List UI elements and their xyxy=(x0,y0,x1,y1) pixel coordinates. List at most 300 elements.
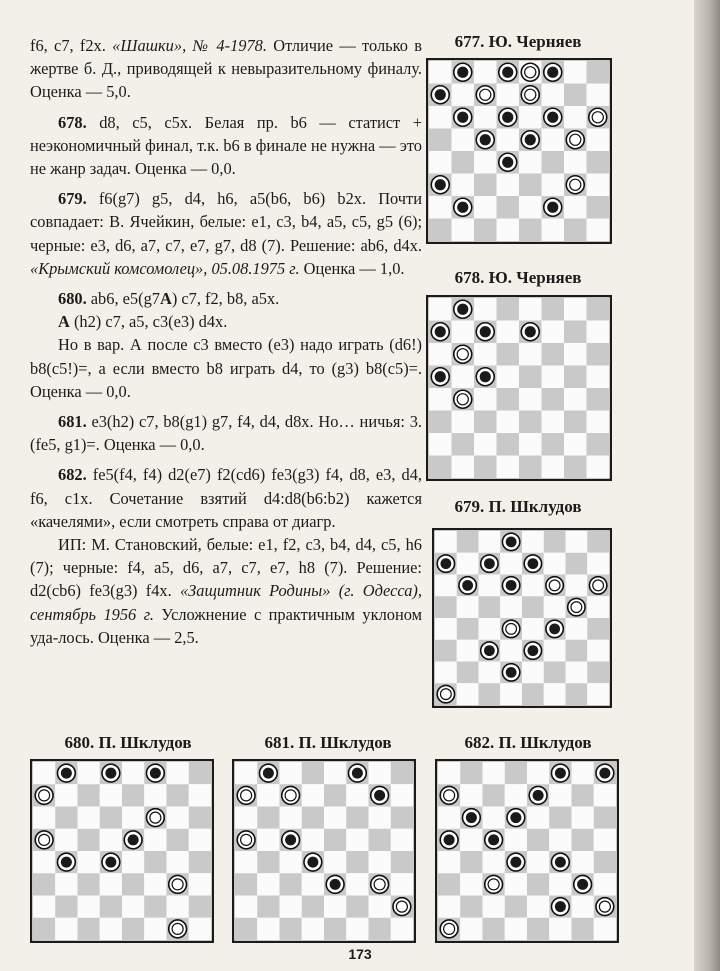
dark-square xyxy=(235,918,257,940)
text-run: Но в вар. А после с3 вместо (е3) надо играть (d6!) b8(c5!)=, а если вместо b8 играть d4, то (g3) b8(c5)=. Оценка — 0,0. xyxy=(30,335,422,401)
light-square xyxy=(235,762,257,784)
black-checker xyxy=(476,368,494,386)
white-checker xyxy=(521,63,539,81)
dark-square xyxy=(33,873,55,895)
dark-square xyxy=(522,683,544,705)
light-square xyxy=(324,807,346,829)
dark-square xyxy=(483,784,505,806)
light-square xyxy=(257,918,279,940)
paragraph-682 xyxy=(30,463,422,533)
dark-square xyxy=(144,896,166,918)
light-square xyxy=(479,618,501,640)
light-square xyxy=(572,851,594,873)
black-checker xyxy=(574,875,592,893)
light-square xyxy=(280,851,302,873)
black-checker xyxy=(476,323,494,341)
problem-number: 682. xyxy=(58,465,87,485)
dark-square xyxy=(369,918,391,940)
black-checker xyxy=(431,86,449,104)
light-square xyxy=(452,129,475,152)
white-checker xyxy=(566,131,584,149)
diagram-680 xyxy=(30,733,226,945)
black-checker xyxy=(507,853,525,871)
light-square xyxy=(587,411,610,434)
light-square xyxy=(189,918,211,940)
light-square xyxy=(519,151,542,174)
dark-square xyxy=(280,873,302,895)
dark-square xyxy=(474,219,497,242)
light-square xyxy=(452,411,475,434)
light-square xyxy=(429,433,452,456)
paragraph-680 xyxy=(30,287,422,310)
light-square xyxy=(483,896,505,918)
light-square xyxy=(302,873,324,895)
light-square xyxy=(522,531,544,553)
light-square xyxy=(429,151,452,174)
dark-square xyxy=(572,918,594,940)
light-square xyxy=(522,575,544,597)
black-checker xyxy=(507,809,525,827)
diagram-title: 677. Ю. Черняев xyxy=(454,32,582,51)
text-run: Оценка — 1,0. xyxy=(299,258,405,278)
light-square xyxy=(497,321,520,344)
dark-square xyxy=(522,596,544,618)
white-checker xyxy=(566,176,584,194)
light-square xyxy=(452,456,475,479)
dark-square xyxy=(549,807,571,829)
light-square xyxy=(542,219,565,242)
dark-square xyxy=(587,531,609,553)
light-square xyxy=(500,640,522,662)
light-square xyxy=(564,151,587,174)
light-square xyxy=(144,918,166,940)
dark-square xyxy=(587,662,609,684)
dark-square xyxy=(564,456,587,479)
black-checker xyxy=(521,131,539,149)
light-square xyxy=(452,174,475,197)
light-square xyxy=(527,896,549,918)
light-square xyxy=(55,784,77,806)
white-checker xyxy=(35,831,53,849)
light-square xyxy=(544,683,566,705)
light-square xyxy=(55,829,77,851)
page-number: 173 xyxy=(348,946,372,962)
dark-square xyxy=(257,851,279,873)
light-square xyxy=(519,298,542,321)
light-square xyxy=(144,829,166,851)
diagram-title: 680. П. Шклудов xyxy=(64,733,192,752)
source-citation: «Защитник Родины» (г. Одесса), сентябрь 1956 г. xyxy=(30,581,422,624)
dark-square xyxy=(33,918,55,940)
light-square xyxy=(280,896,302,918)
black-checker xyxy=(57,764,75,782)
dark-square xyxy=(302,807,324,829)
black-checker xyxy=(454,108,472,126)
black-checker xyxy=(326,875,344,893)
light-square xyxy=(572,807,594,829)
light-square xyxy=(324,896,346,918)
diagram-677 xyxy=(424,32,612,244)
black-checker xyxy=(124,831,142,849)
problem-number: A xyxy=(159,289,172,309)
dark-square xyxy=(587,298,610,321)
white-checker xyxy=(371,875,389,893)
dark-square xyxy=(519,219,542,242)
dark-square xyxy=(566,553,588,575)
white-checker xyxy=(454,390,472,408)
light-square xyxy=(544,640,566,662)
white-checker xyxy=(437,685,454,702)
white-checker xyxy=(589,577,606,594)
dark-square xyxy=(391,807,413,829)
light-square xyxy=(429,196,452,219)
dark-square xyxy=(594,807,616,829)
light-square xyxy=(100,873,122,895)
dark-square xyxy=(564,366,587,389)
light-square xyxy=(519,433,542,456)
dark-square xyxy=(519,411,542,434)
text-run: Отличие — только в жертве б. Д., приводящей к невыразительному финалу. Оценка — 5,0. xyxy=(30,36,422,102)
dark-square xyxy=(483,918,505,940)
light-square xyxy=(594,873,616,895)
dark-square xyxy=(429,411,452,434)
dark-square xyxy=(78,829,100,851)
light-square xyxy=(474,298,497,321)
light-square xyxy=(55,918,77,940)
dark-square xyxy=(122,784,144,806)
light-square xyxy=(527,762,549,784)
dark-square xyxy=(457,531,479,553)
light-square xyxy=(460,784,482,806)
checkers-board xyxy=(432,528,612,708)
light-square xyxy=(167,807,189,829)
light-square xyxy=(542,174,565,197)
text-run: f6, c7, f2x. xyxy=(30,36,113,55)
black-checker xyxy=(454,300,472,318)
black-checker xyxy=(524,642,541,659)
light-square xyxy=(257,784,279,806)
black-checker xyxy=(462,809,480,827)
light-square xyxy=(100,918,122,940)
white-checker xyxy=(476,86,494,104)
light-square xyxy=(100,829,122,851)
dark-square xyxy=(587,61,610,84)
dark-square xyxy=(346,896,368,918)
black-checker xyxy=(259,764,277,782)
light-square xyxy=(549,829,571,851)
checkers-board xyxy=(426,58,612,244)
source-citation: «Крымский комсомолец», 05.08.1975 г. xyxy=(30,258,300,278)
dark-square xyxy=(257,807,279,829)
dark-square xyxy=(527,918,549,940)
light-square xyxy=(369,851,391,873)
black-checker xyxy=(437,555,454,572)
white-checker xyxy=(521,86,539,104)
light-square xyxy=(527,807,549,829)
dark-square xyxy=(167,829,189,851)
dark-square xyxy=(474,456,497,479)
light-square xyxy=(429,343,452,366)
light-square xyxy=(587,596,609,618)
text-run: fe5(f4, f4) d2(e7) f2(cd6) fe3(g3) f4, d8, e3, d4, f6, c1x. Сочетание взятий d4:d8(b6:b2) кажется «качелями», если смотреть справа от диагр. xyxy=(30,465,422,531)
light-square xyxy=(542,84,565,107)
light-square xyxy=(33,851,55,873)
white-checker xyxy=(546,577,563,594)
light-square xyxy=(587,366,610,389)
light-square xyxy=(189,873,211,895)
dark-square xyxy=(542,433,565,456)
light-square xyxy=(122,896,144,918)
light-square xyxy=(391,784,413,806)
white-checker xyxy=(35,786,53,804)
black-checker xyxy=(551,853,569,871)
black-checker xyxy=(499,153,517,171)
light-square xyxy=(235,896,257,918)
light-square xyxy=(572,762,594,784)
white-checker xyxy=(440,786,458,804)
light-square xyxy=(587,553,609,575)
black-checker xyxy=(544,198,562,216)
dark-square xyxy=(429,129,452,152)
light-square xyxy=(429,388,452,411)
light-square xyxy=(189,829,211,851)
dark-square xyxy=(189,762,211,784)
dark-square xyxy=(479,683,501,705)
diagram-title: 682. П. Шклудов xyxy=(464,733,592,752)
diagram-678 xyxy=(424,268,612,480)
light-square xyxy=(505,873,527,895)
light-square xyxy=(435,575,457,597)
dark-square xyxy=(144,851,166,873)
light-square xyxy=(566,618,588,640)
light-square xyxy=(452,366,475,389)
light-square xyxy=(542,411,565,434)
light-square xyxy=(435,618,457,640)
dark-square xyxy=(587,433,610,456)
light-square xyxy=(78,896,100,918)
dark-square xyxy=(78,873,100,895)
light-square xyxy=(564,388,587,411)
light-square xyxy=(189,784,211,806)
black-checker xyxy=(502,664,519,681)
dark-square xyxy=(460,896,482,918)
black-checker xyxy=(502,533,519,550)
white-checker xyxy=(237,786,255,804)
light-square xyxy=(235,807,257,829)
light-square xyxy=(479,575,501,597)
dark-square xyxy=(519,366,542,389)
paragraph-678 xyxy=(30,111,422,181)
dark-square xyxy=(435,596,457,618)
paragraph-682-source xyxy=(30,533,422,649)
dark-square xyxy=(189,807,211,829)
light-square xyxy=(429,298,452,321)
paragraph-677-end xyxy=(30,34,422,104)
light-square xyxy=(122,851,144,873)
dark-square xyxy=(460,851,482,873)
black-checker xyxy=(459,577,476,594)
black-checker xyxy=(596,764,614,782)
dark-square xyxy=(235,873,257,895)
light-square xyxy=(474,61,497,84)
dark-square xyxy=(122,873,144,895)
light-square xyxy=(460,873,482,895)
dark-square xyxy=(78,784,100,806)
dark-square xyxy=(452,433,475,456)
light-square xyxy=(483,851,505,873)
diagram-title: 679. П. Шклудов xyxy=(454,497,582,516)
light-square xyxy=(429,106,452,129)
light-square xyxy=(564,298,587,321)
light-square xyxy=(33,807,55,829)
light-square xyxy=(457,553,479,575)
light-square xyxy=(497,456,520,479)
dark-square xyxy=(497,433,520,456)
white-checker xyxy=(596,898,614,916)
text-run: d8, c5, c5x. Белая пр. b6 — статист + неэкономичный финал, т.к. b6 в финале не нужна — это не жанр задач. Оценка — 0,0. xyxy=(30,112,422,179)
checkers-board xyxy=(435,759,619,943)
light-square xyxy=(391,873,413,895)
dark-square xyxy=(460,762,482,784)
light-square xyxy=(452,219,475,242)
light-square xyxy=(542,321,565,344)
light-square xyxy=(302,918,324,940)
dark-square xyxy=(587,196,610,219)
dark-square xyxy=(474,411,497,434)
dark-square xyxy=(257,896,279,918)
light-square xyxy=(500,683,522,705)
dark-square xyxy=(497,298,520,321)
light-square xyxy=(452,321,475,344)
dark-square xyxy=(457,618,479,640)
dark-square xyxy=(324,784,346,806)
black-checker xyxy=(502,577,519,594)
light-square xyxy=(566,531,588,553)
light-square xyxy=(474,433,497,456)
text-run: Усложнение с практичным уклоном уда-лось. Оценка — 2,5. xyxy=(30,604,422,647)
dark-square xyxy=(457,662,479,684)
light-square xyxy=(497,129,520,152)
black-checker xyxy=(544,63,562,81)
problem-number: 680. xyxy=(58,289,87,309)
light-square xyxy=(78,762,100,784)
light-square xyxy=(346,829,368,851)
light-square xyxy=(483,762,505,784)
text-run: e3(h2) c7, b8(g1) g7, f4, d4, d8x. Но… ничья: 3. (fe5, g1)=. Оценка — 0,0. xyxy=(30,412,422,455)
white-checker xyxy=(485,875,503,893)
dark-square xyxy=(189,851,211,873)
light-square xyxy=(474,151,497,174)
black-checker xyxy=(551,764,569,782)
dark-square xyxy=(189,896,211,918)
light-square xyxy=(479,662,501,684)
light-square xyxy=(505,784,527,806)
light-square xyxy=(78,807,100,829)
white-checker xyxy=(393,898,411,916)
dark-square xyxy=(391,851,413,873)
light-square xyxy=(522,618,544,640)
light-square xyxy=(474,343,497,366)
light-square xyxy=(257,873,279,895)
diagram-682 xyxy=(430,733,626,945)
light-square xyxy=(346,873,368,895)
dark-square xyxy=(542,151,565,174)
black-checker xyxy=(371,786,389,804)
page-edge xyxy=(694,0,720,971)
light-square xyxy=(167,762,189,784)
light-square xyxy=(587,640,609,662)
problem-number: 678. xyxy=(58,112,87,132)
light-square xyxy=(391,829,413,851)
black-checker xyxy=(481,642,498,659)
dark-square xyxy=(572,829,594,851)
black-checker xyxy=(454,63,472,81)
dark-square xyxy=(505,762,527,784)
light-square xyxy=(500,596,522,618)
dark-square xyxy=(100,807,122,829)
white-checker xyxy=(502,620,519,637)
solutions-text xyxy=(30,34,422,656)
light-square xyxy=(167,896,189,918)
light-square xyxy=(479,531,501,553)
diagram-679 xyxy=(424,497,612,717)
light-square xyxy=(460,918,482,940)
light-square xyxy=(505,918,527,940)
black-checker xyxy=(102,764,120,782)
light-square xyxy=(587,174,610,197)
light-square xyxy=(346,784,368,806)
black-checker xyxy=(146,764,164,782)
diagram-title: 678. Ю. Черняев xyxy=(454,268,582,287)
dark-square xyxy=(55,807,77,829)
dark-square xyxy=(167,784,189,806)
dark-square xyxy=(122,918,144,940)
black-checker xyxy=(529,786,547,804)
light-square xyxy=(78,851,100,873)
dark-square xyxy=(100,896,122,918)
light-square xyxy=(457,596,479,618)
white-checker xyxy=(169,875,187,893)
black-checker xyxy=(521,323,539,341)
light-square xyxy=(55,873,77,895)
light-square xyxy=(500,553,522,575)
white-checker xyxy=(146,809,164,827)
black-checker xyxy=(304,853,322,871)
paragraph-680-variation xyxy=(30,310,422,333)
light-square xyxy=(280,807,302,829)
dark-square xyxy=(324,918,346,940)
light-square xyxy=(346,918,368,940)
dark-square xyxy=(346,807,368,829)
light-square xyxy=(572,896,594,918)
dark-square xyxy=(474,174,497,197)
dark-square xyxy=(527,873,549,895)
light-square xyxy=(505,829,527,851)
light-square xyxy=(438,807,460,829)
light-square xyxy=(457,683,479,705)
light-square xyxy=(497,84,520,107)
black-checker xyxy=(454,198,472,216)
light-square xyxy=(460,829,482,851)
dark-square xyxy=(587,343,610,366)
light-square xyxy=(369,896,391,918)
problem-number: 679. xyxy=(58,189,87,209)
black-checker xyxy=(282,831,300,849)
light-square xyxy=(587,683,609,705)
light-square xyxy=(519,106,542,129)
problem-number: 681. xyxy=(58,412,87,432)
dark-square xyxy=(566,683,588,705)
